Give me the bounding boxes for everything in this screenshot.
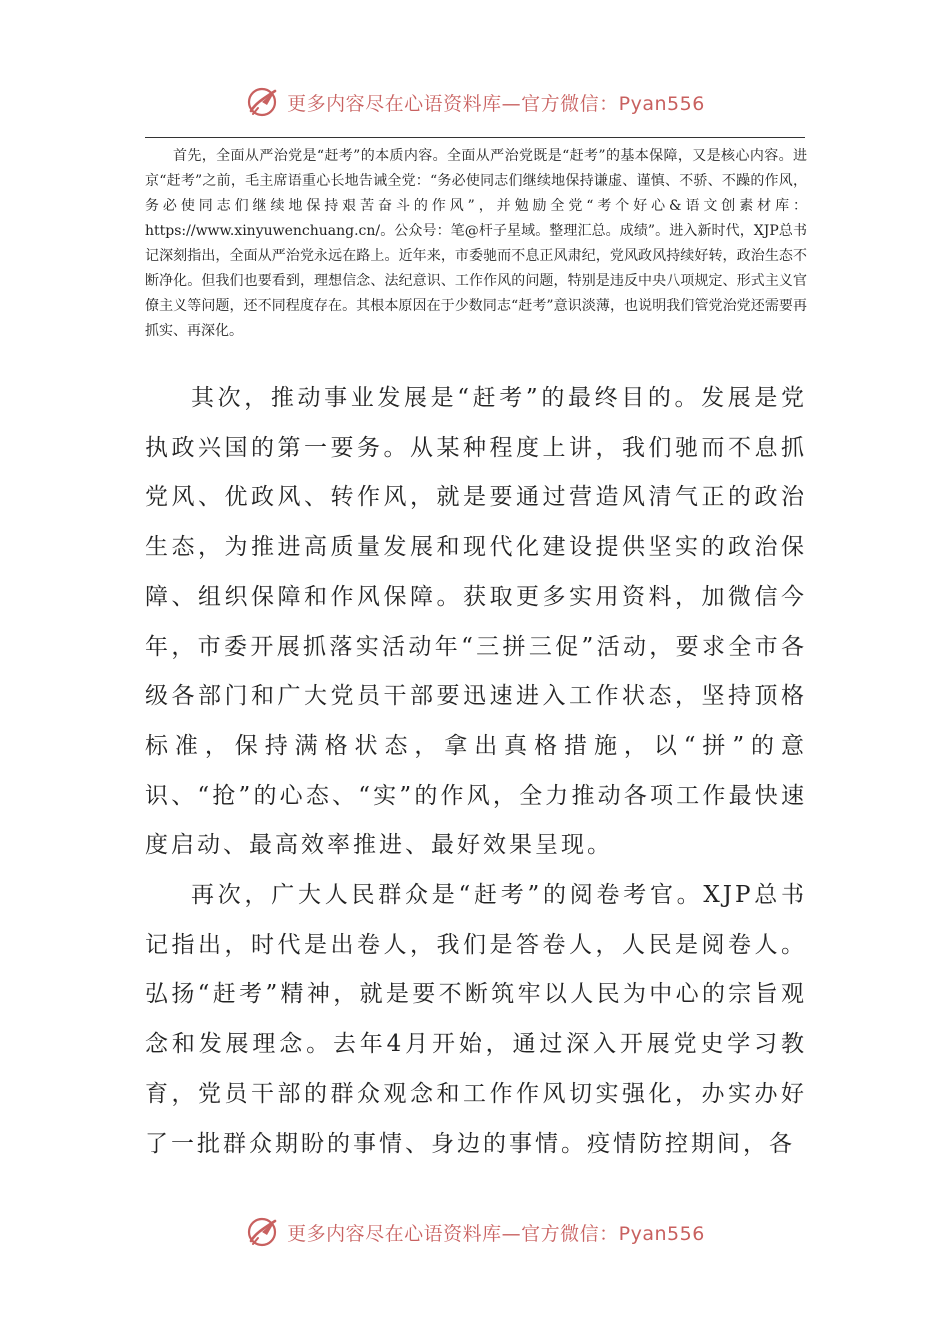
header-divider <box>145 137 805 138</box>
paragraph-3: 再次，广大人民群众是“赶考”的阅卷考官。XJP总书记指出，时代是出卷人，我们是答卷人，人民是阅卷人。弘扬“赶考”精神，就是要不断筑牢以人民为中心的宗旨观念和发展理念。去年4月开始，通过深入开展党史学习教育，党员干部的群众观念和工作作风切实强化，办实办好了一批群众期盼的事情、身边的事情。疫情防控期间，各 <box>145 882 807 1157</box>
header-banner-text: 更多内容尽在心语资料库—官方微信：Pyan556 <box>287 92 705 115</box>
paragraph-2: 其次，推动事业发展是“赶考”的最终目的。发展是党执政兴国的第一要务。从某种程度上讲，我们驰而不息抓党风、优政风、转作风，就是要通过营造风清气正的政治生态，为推进高质量发展和现代化建设提供坚实的政治保障、组织保障和作风保障。获取更多实用资料，加微信今年，市委开展抓落实活动年“三拼三促”活动，要求全市各级各部门和广大党员干部要迅速进入工作状态，坚持顶格标准，保持满格状态，拿出真格措施，以“拼”的意识、“抢”的心态、“实”的作风，全力推动各项工作最快速度启动、最高效率推进、最好效果呈现。 <box>145 385 807 859</box>
paragraph-1: 首先，全面从严治党是“赶考”的本质内容。全面从严治党既是“赶考”的基本保障，又是核心内容。进京“赶考”之前，毛主席语重心长地告诫全党：“务必使同志们继续地保持谦虚、谨慎、不骄、不躁的作风，务必使同志们继续地保持艰苦奋斗的作风”，并勉励全党“考个好心&语文创素材库：https://www.xinyuwenchuang.cn/。公众号：笔@杆子星域。整理汇总。成绩”。进入新时代，XJP总书记深刻指出，全面从严治党永远在路上。近年来，市委驰而不息正风肃纪，党风政风持续好转，政治生态不断净化。但我们也要看到，理想信念、法纪意识、工作作风的问题，特别是违反中央八项规定、形式主义官僚主义等问题，还不同程度存在。其根本原因在于少数同志“赶考”意识淡薄，也说明我们管党治党还需要再抓实、再深化。 <box>145 148 807 339</box>
footer-banner <box>0 1210 950 1254</box>
pen-logo-icon <box>245 84 281 120</box>
footer-banner-text: 更多内容尽在心语资料库—官方微信：Pyan556 <box>287 1222 705 1245</box>
pen-logo-icon <box>245 1214 281 1250</box>
header-banner <box>0 80 950 124</box>
